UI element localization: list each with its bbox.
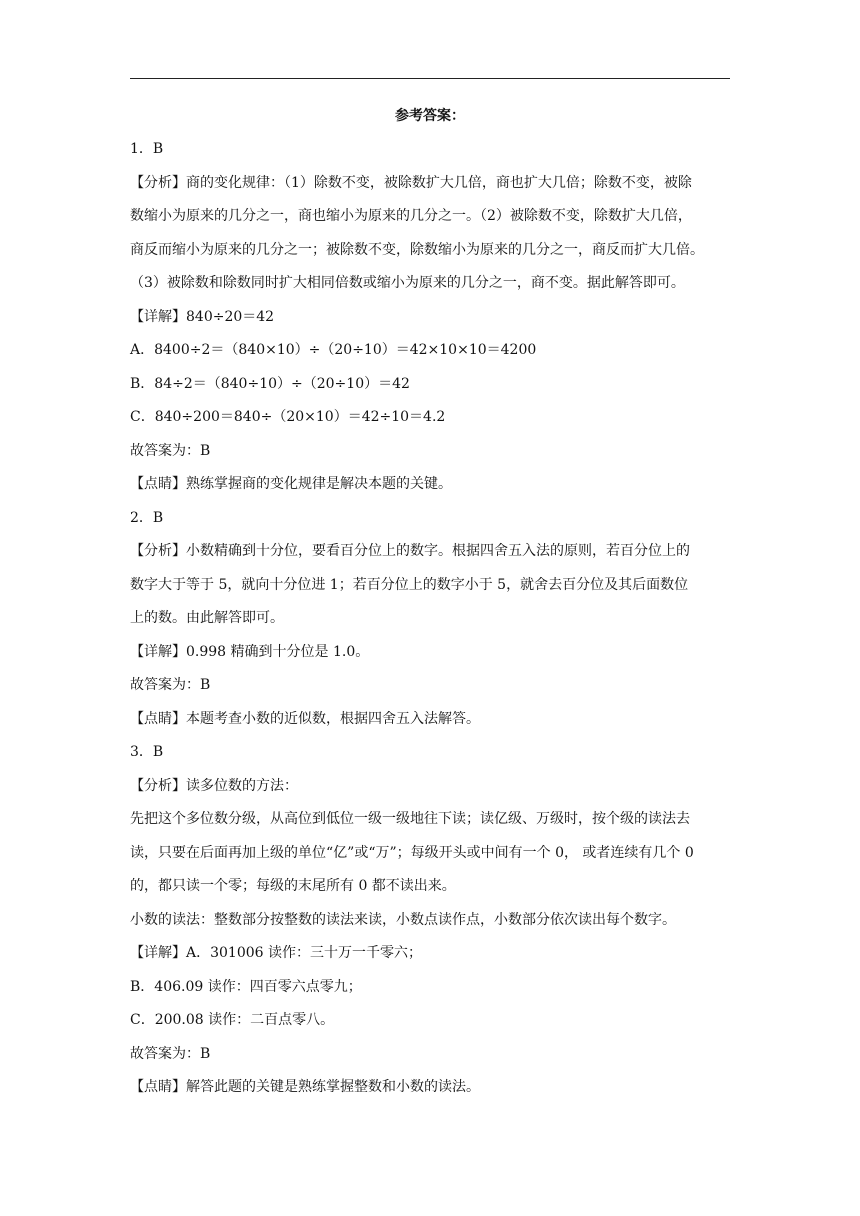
detail-text: 840÷20＝42 — [186, 308, 275, 325]
analysis-line — [130, 167, 730, 201]
comment-tag: 【点睛】 — [130, 710, 186, 727]
analysis-tag: 【分析】 — [130, 174, 186, 191]
question-number: 2．B — [130, 509, 164, 526]
comment-text: 本题考查小数的近似数，根据四舍五入法解答。 — [186, 710, 480, 727]
analysis-line: 读，只要在后面再加上级的单位“亿”或“万”；每级开头或中间有一个 0， 或者连续有几个 0 — [130, 844, 694, 861]
comment-tag: 【点睛】 — [130, 1079, 186, 1095]
detail-line: B．406.09 读作：四百零六点零九； — [130, 978, 362, 995]
analysis-tag: 【分析】 — [130, 777, 186, 794]
page-title: 参考答案： — [395, 108, 465, 124]
detail-tag: 【详解】 — [130, 945, 186, 961]
comment-tag: 【点睛】 — [130, 476, 186, 492]
detail-line: A．8400÷2＝（840×10）÷（20÷10）＝42×10×10＝4200 — [130, 342, 537, 358]
analysis-tag: 【分析】 — [130, 543, 186, 559]
analysis-line — [130, 770, 730, 804]
question-3 — [130, 736, 730, 1105]
analysis-line: （3）被除数和除数同时扩大相同倍数或缩小为原来的几分之一，商不变。据此解答即可。 — [130, 275, 685, 291]
detail-text: 0.998 精确到十分位是 1.0。 — [186, 643, 370, 660]
question-number: 3．B — [130, 744, 164, 760]
comment-line — [130, 468, 730, 502]
answer-line: 故答案为：B — [130, 677, 211, 693]
detail-text: A．301006 读作：三十万一千零六； — [186, 945, 423, 961]
analysis-line: 小数的读法：整数部分按整数的读法来读，小数点读作点，小数部分依次读出每个数字。 — [130, 911, 676, 928]
detail-line: C．840÷200＝840÷（20×10）＝42÷10＝4.2 — [130, 409, 446, 425]
comment-text: 解答此题的关键是熟练掌握整数和小数的读法。 — [186, 1079, 480, 1095]
question-number: 1．B — [130, 141, 164, 157]
analysis-line — [130, 535, 730, 569]
answer-content — [130, 100, 730, 1105]
answer-line: 故答案为：B — [130, 1045, 211, 1062]
question-1 — [130, 133, 730, 502]
analysis-line: 商反而缩小为原来的几分之一；被除数不变，除数缩小为原来的几分之一，商反而扩大几倍。 — [130, 241, 704, 258]
answer-line: 故答案为：B — [130, 442, 211, 459]
detail-line: B．84÷2＝（840÷10）÷（20÷10）＝42 — [130, 375, 410, 392]
analysis-text: 读多位数的方法： — [186, 777, 298, 794]
comment-text: 熟练掌握商的变化规律是解决本题的关键。 — [186, 476, 452, 492]
analysis-line: 上的数。由此解答即可。 — [130, 610, 284, 626]
analysis-text: 商的变化规律：（1）除数不变，被除数扩大几倍，商也扩大几倍；除数不变，被除 — [186, 174, 692, 191]
analysis-line: 数字大于等于 5，就向十分位进 1；若百分位上的数字小于 5，就舍去百分位及其后面数位 — [130, 576, 689, 593]
header-divider — [130, 78, 730, 79]
detail-line — [130, 937, 730, 971]
comment-line — [130, 1071, 730, 1105]
comment-line — [130, 703, 730, 737]
analysis-line: 先把这个多位数分级，从高位到低位一级一级地往下读；读亿级、万级时，按个级的读法去 — [130, 811, 690, 827]
detail-tag: 【详解】 — [130, 643, 186, 660]
detail-line — [130, 301, 730, 335]
detail-line — [130, 636, 730, 670]
detail-line: C．200.08 读作：二百点零八。 — [130, 1012, 335, 1028]
question-2 — [130, 502, 730, 737]
detail-tag: 【详解】 — [130, 308, 186, 325]
analysis-line: 的，都只读一个零；每级的末尾所有 0 都不读出来。 — [130, 878, 456, 894]
analysis-text: 小数精确到十分位，要看百分位上的数字。根据四舍五入法的原则，若百分位上的 — [186, 543, 690, 559]
analysis-line: 数缩小为原来的几分之一，商也缩小为原来的几分之一。（2）被除数不变，除数扩大几倍， — [130, 208, 692, 224]
